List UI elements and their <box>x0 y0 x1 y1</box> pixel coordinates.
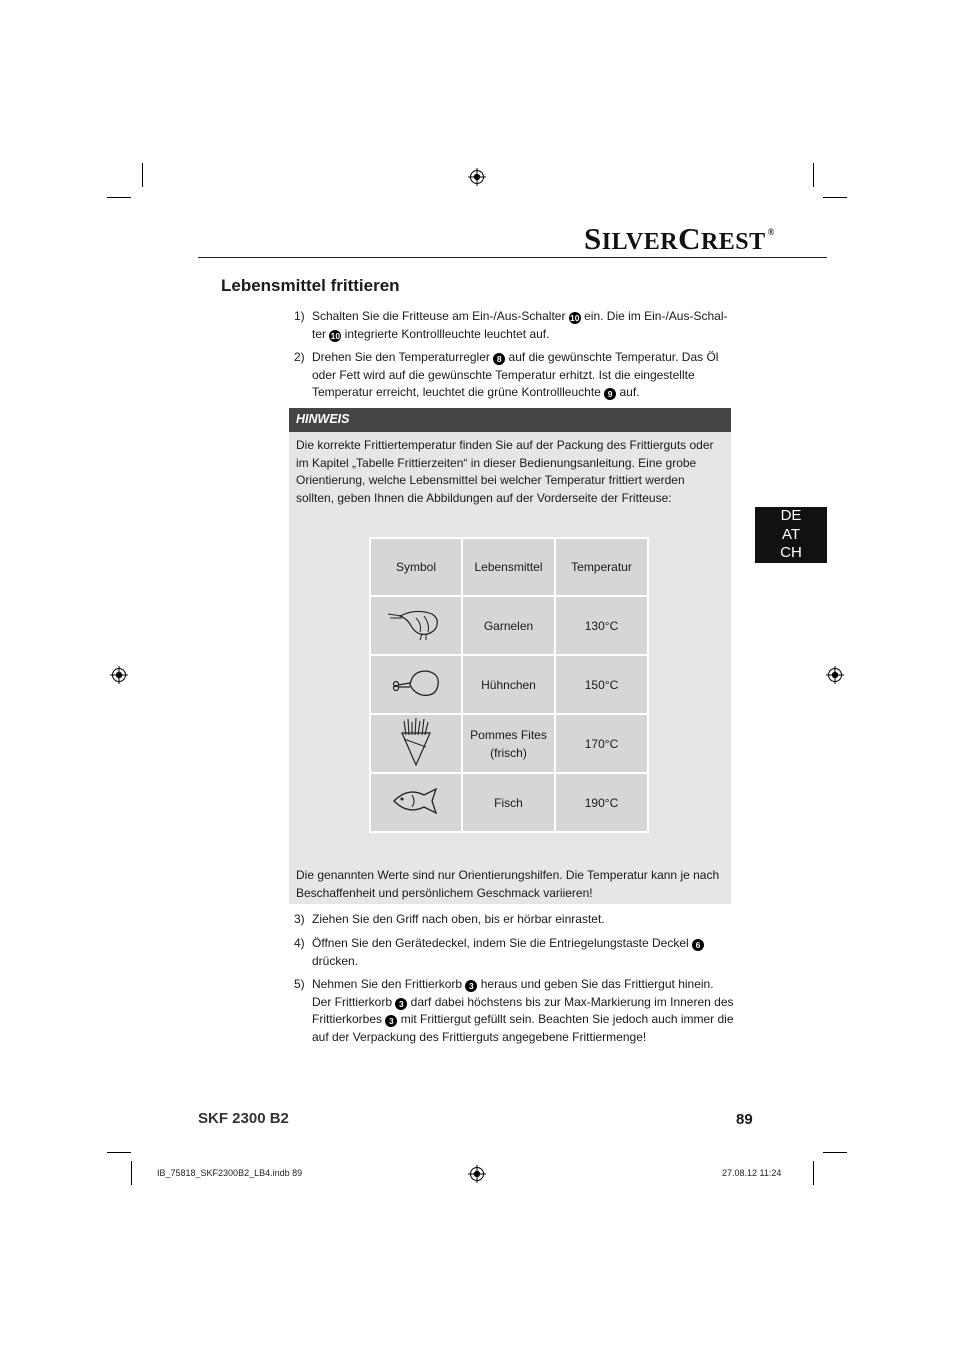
temperature-cell: 130°C <box>555 596 648 655</box>
section-title: Lebensmittel frittieren <box>221 276 400 295</box>
registration-mark-icon <box>110 666 128 684</box>
page-number: 89 <box>736 1111 753 1128</box>
fish-icon <box>386 781 446 821</box>
table-header-cell: Temperatur <box>555 538 648 596</box>
crop-mark <box>813 1161 814 1185</box>
symbol-cell <box>370 714 462 773</box>
registration-mark-icon <box>826 666 844 684</box>
print-slug-file: IB_75818_SKF2300B2_LB4.indb 89 <box>157 1168 303 1178</box>
instruction-step-3: 3) Ziehen Sie den Griff nach oben, bis er hörbar einrastet. <box>294 912 605 926</box>
symbol-cell <box>370 773 462 832</box>
table-row <box>370 655 648 714</box>
chicken-icon <box>386 663 446 703</box>
crop-mark <box>823 1152 847 1153</box>
print-slug-date: 27.08.12 11:24 <box>722 1168 782 1178</box>
header-rule <box>198 257 827 258</box>
instruction-step-4: 4) Öffnen Sie den Gerätedeckel, indem Sie die Entriegelungstaste Deckel 6 drücken. <box>294 935 734 970</box>
instruction-step-2: 2) Drehen Sie den Temperaturregler 8 auf die gewünschte Temperatur. Das Öl oder Fett wird auf die gewünschte Temperatur erhitzt. Ist die eingestellte Temperatur erreicht, leuchtet die grüne Kontrollleuchte 9 auf. <box>294 350 719 399</box>
table-header-row <box>370 538 648 596</box>
food-cell <box>462 714 555 773</box>
table-header-cell: Symbol <box>370 538 462 596</box>
temperature-cell: 170°C <box>555 714 648 773</box>
fries-icon <box>396 717 436 767</box>
food-label: Pommes Fites (frisch) <box>470 727 547 760</box>
temperature-table <box>369 537 649 833</box>
part-reference-badge: 10 <box>570 313 580 323</box>
note-outro: Die genannten Werte sind nur Orientierungshilfen. Die Temperatur kann je nach Beschaffenheit und persönlichem Geschmack variieren! <box>296 868 720 900</box>
registration-mark-icon <box>468 168 486 186</box>
language-tab: DE AT CH <box>755 507 827 563</box>
crop-mark <box>813 163 814 187</box>
brand-logo: SILVERCREST ® <box>584 221 775 256</box>
instruction-step-1: 1) Schalten Sie die Fritteuse am Ein-/Aus-Schalter 10 ein. Die im Ein-/Aus-Schal-ter 10 integrierte Kontrollleuchte leuchtet auf. <box>294 309 728 341</box>
part-reference-badge: 3 <box>395 998 407 1010</box>
part-reference-badge: 3 <box>385 1015 397 1027</box>
registration-mark-icon <box>468 1165 486 1183</box>
part-reference-badge: 10 <box>330 330 341 341</box>
table-row <box>370 596 648 655</box>
symbol-cell <box>370 655 462 714</box>
shrimp-icon <box>386 604 446 644</box>
temperature-cell: 150°C <box>555 655 648 714</box>
model-name: SKF 2300 B2 <box>198 1110 289 1127</box>
instruction-step-5: 5) Nehmen Sie den Frittierkorb 3 heraus und geben Sie das Frittiergut hinein. Der Frittierkorb 3 darf dabei höchstens bis zur Max-Markierung im Inneren des Frittierkorbes 3 mit Frittiergut gefüllt sein. Beachten Sie jedoch auch immer die auf der Verpackung des Frittierguts angegebene Frittiermenge! <box>294 977 734 1044</box>
crop-mark <box>823 197 847 198</box>
note-header <box>289 408 731 432</box>
food-cell: Garnelen <box>462 596 555 655</box>
crop-mark <box>142 163 143 187</box>
food-cell: Fisch <box>462 773 555 832</box>
temperature-cell: 190°C <box>555 773 648 832</box>
part-reference-badge: 6 <box>692 939 704 951</box>
note-heading: HINWEIS <box>296 412 350 426</box>
table-header-cell: Lebensmittel <box>462 538 555 596</box>
part-reference-badge: 3 <box>465 980 477 992</box>
part-reference-badge: 9 <box>604 388 616 400</box>
food-cell: Hühnchen <box>462 655 555 714</box>
crop-mark <box>131 1161 132 1185</box>
crop-mark <box>107 197 131 198</box>
crop-mark <box>107 1152 131 1153</box>
part-reference-badge: 8 <box>493 353 505 365</box>
note-intro: Die korrekte Frittiertemperatur finden Sie auf der Packung des Frittierguts oder im Kapitel „Tabelle Frittierzeiten“ in dieser Bedienungsanleitung. Eine grobe Orientierung, welche Lebensmittel bei welcher Temperatur frittiert werden sollten, geben Ihnen die Abbildungen auf der Vorderseite der Fritteuse: <box>296 438 714 505</box>
table-row <box>370 773 648 832</box>
table-row <box>370 714 648 773</box>
symbol-cell <box>370 596 462 655</box>
